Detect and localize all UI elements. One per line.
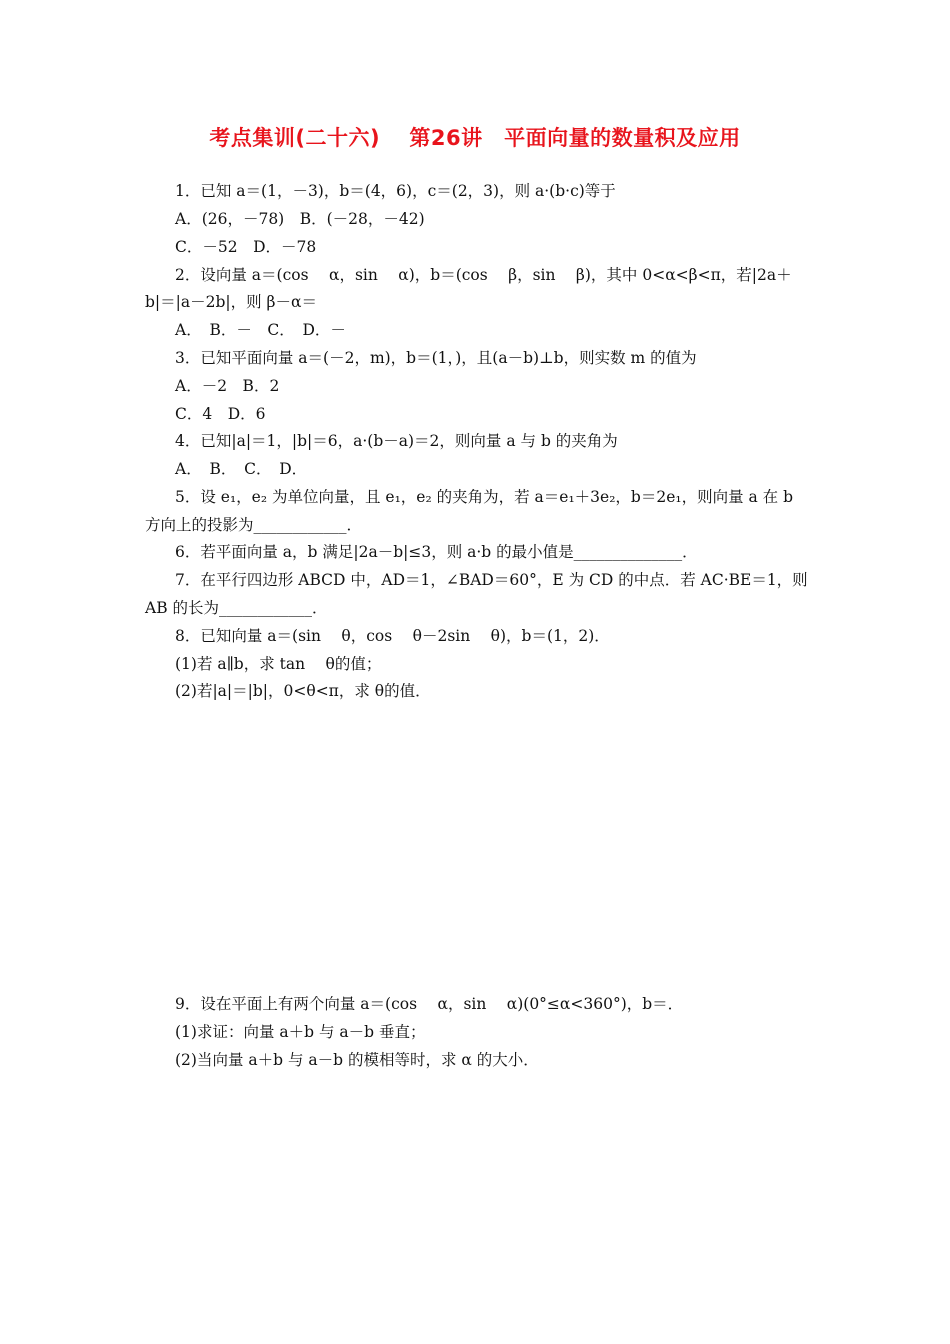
- q7-stem: 7．在平行四边形 ABCD 中，AD＝1，∠BAD＝60°，E 为 CD 的中点．若 AC·BE＝1，则: [175, 571, 808, 589]
- q4-stem: 4．已知|a|＝1，|b|＝6，a·(b－a)＝2，则向量 a 与 b 的夹角为: [175, 432, 618, 450]
- q3-stem: 3．已知平面向量 a＝(－2，m)，b＝(1，)，且(a－b)⊥b，则实数 m 的值为: [175, 349, 697, 367]
- q5-stem-cont: 方向上的投影为____________．: [145, 516, 363, 534]
- q3-options-cd: C．4 D．6: [175, 405, 266, 423]
- q8-part2: (2)若|a|＝|b|，0<θ<π，求 θ的值．: [175, 682, 431, 700]
- q1-options-ab: A．(26，－78) B．(－28，－42): [175, 210, 425, 228]
- q9-stem: 9．设在平面上有两个向量 a＝(cos α，sin α)(0°≤α<360°)，b＝．: [175, 995, 684, 1013]
- q2-stem: 2．设向量 a＝(cos α，sin α)，b＝(cos β，sin β)，其中 0<α<β<π，若|2a＋: [175, 266, 792, 284]
- q9-part2: (2)当向量 a＋b 与 a－b 的模相等时，求 α 的大小．: [175, 1051, 539, 1069]
- page-title: 考点集训(二十六) 第26讲 平面向量的数量积及应用: [209, 126, 741, 150]
- q1-stem: 1．已知 a＝(1，－3)，b＝(4，6)，c＝(2，3)，则 a·(b·c)等于: [175, 182, 616, 200]
- q4-options: A． B． C． D．: [175, 460, 308, 478]
- q3-options-ab: A．－2 B．2: [175, 377, 280, 395]
- q6-stem: 6．若平面向量 a，b 满足|2a－b|≤3，则 a·b 的最小值是______________．: [175, 543, 698, 561]
- q2-stem-cont: b|＝|a－2b|，则 β－α＝: [145, 293, 317, 311]
- q9-part1: (1)求证：向量 a＋b 与 a－b 垂直；: [175, 1023, 426, 1041]
- q5-stem: 5．设 e₁，e₂ 为单位向量，且 e₁，e₂ 的夹角为，若 a＝e₁＋3e₂，b＝2e₁，则向量 a 在 b: [175, 488, 794, 506]
- q8-stem: 8．已知向量 a＝(sin θ，cos θ－2sin θ)，b＝(1，2)．: [175, 627, 610, 645]
- q2-options: A． B．－ C． D．－: [175, 321, 346, 339]
- q8-part1: (1)若 a∥b，求 tan θ的值；: [175, 655, 382, 673]
- q7-stem-cont: AB 的长为____________．: [145, 599, 328, 617]
- q1-options-cd: C．－52 D．－78: [175, 238, 317, 256]
